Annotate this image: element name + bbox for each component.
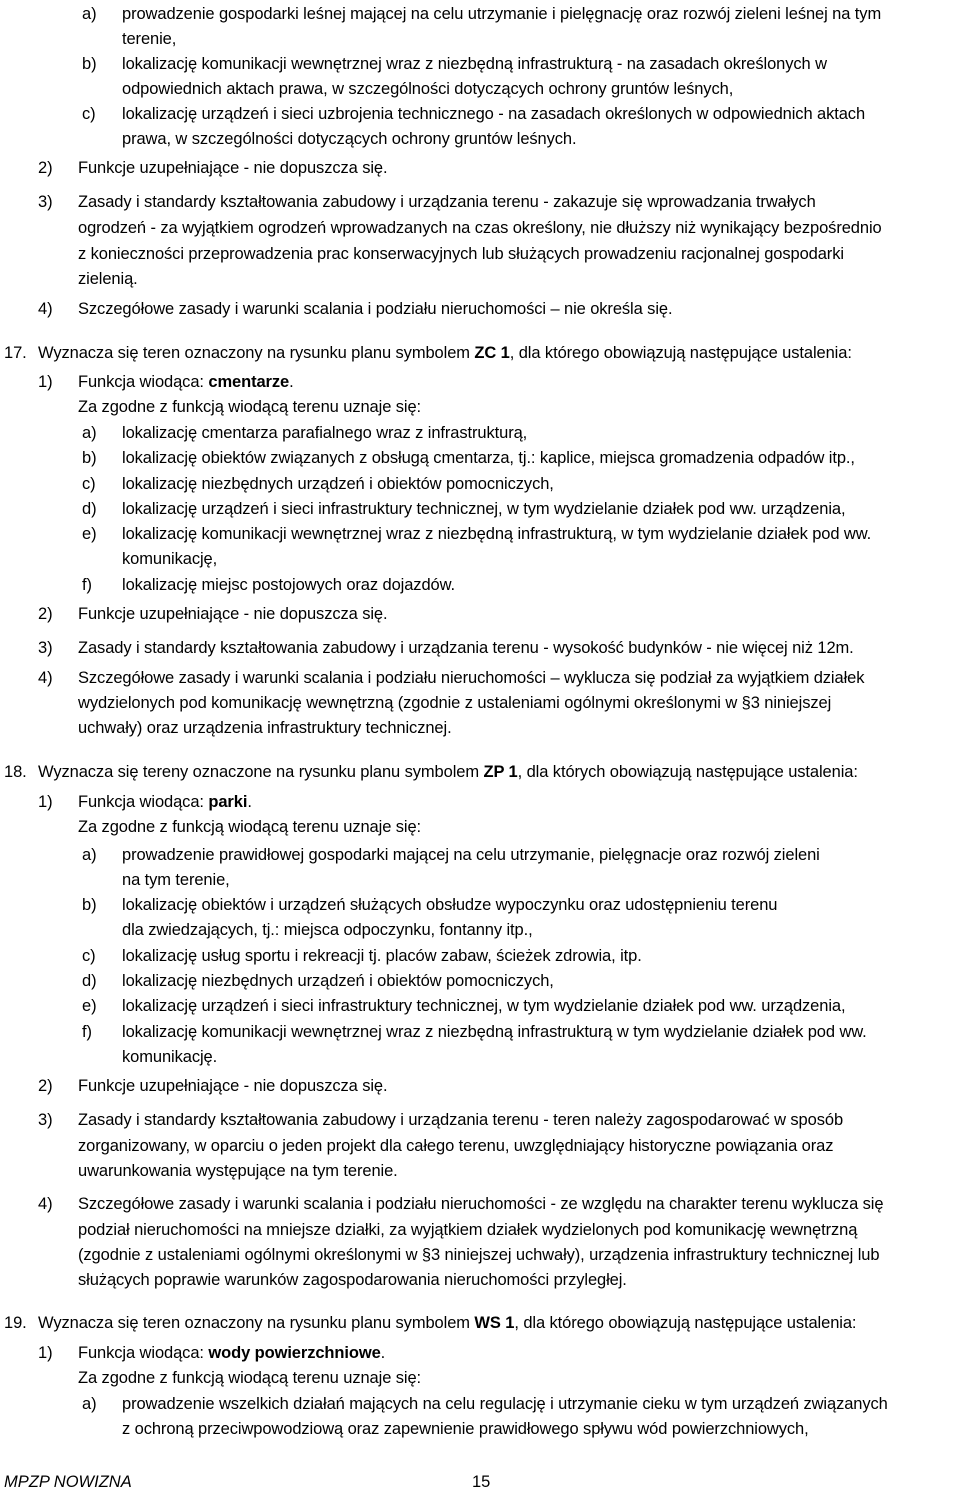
line-text: Funkcje uzupełniające - nie dopuszcza się. [78,1077,388,1095]
text-line [78,1194,883,1214]
line-text: lokalizację komunikacji wewnętrznej wraz z niezbędną infrastrukturą, w tym wydzielanie działek pod ww. [122,525,872,543]
text-line [122,4,881,24]
text-line [78,604,387,624]
text-line [78,693,831,713]
list-marker: 4) [38,1195,53,1213]
list-marker: b) [82,449,97,467]
line-text: lokalizację komunikacji wewnętrznej wraz z niezbędną infrastrukturą w tym wydzielanie działek pod ww. [122,1023,867,1041]
line-text: prowadzenie wszelkich działań mających na celu regulację i utrzymanie cieku w tym urządzeń związanych [122,1395,888,1413]
line-text: z ochroną przeciwpowodziową oraz zapewnienie prawidłowego spływu wód powierzchniowych, [122,1420,809,1438]
line-text: Zasady i standardy kształtowania zabudowy i urządzania terenu - teren należy zagospodarować w sposób [78,1111,844,1129]
text-line [78,1245,879,1265]
line-text: prowadzenie gospodarki leśnej mającej na celu utrzymanie i pielęgnację oraz rozwój zieleni leśnej na tym [122,5,882,23]
line-text: na tym terenie, [122,871,230,889]
list-marker: a) [82,846,97,864]
line-text: Szczegółowe zasady i warunki scalania i podziału nieruchomości - ze względu na charakter terenu wyklucza się [78,1195,884,1213]
line-text: odpowiednich aktach prawa, w szczególności dotyczących ochrony gruntów leśnych, [122,80,734,98]
line-text: zorganizowany, w oparciu o jeden projekt dla całego terenu, uwzględniający historyczne powiązania oraz [78,1137,834,1155]
footer-title: MPZP NOWIZNA [4,1473,132,1491]
line-text: lokalizację cmentarza parafialnego wraz z infrastrukturą, [122,424,528,442]
text-line [78,1368,421,1388]
text-line [122,575,455,595]
text-line [38,762,858,782]
list-marker: c) [82,947,96,965]
list-marker: e) [82,525,97,543]
text-line [78,397,421,417]
text-line [78,299,672,319]
line-text: Szczegółowe zasady i warunki scalania i podziału nieruchomości – wyklucza się podział za wyjątkiem działek [78,669,865,687]
bold-term: ZC 1 [474,344,510,362]
line-text: wydzielonych pod komunikację wewnętrzną (zgodnie z ustaleniami ogólnymi określonymi w §3 niniejszej [78,694,832,712]
text-line [122,1047,217,1067]
text-line [122,1022,867,1042]
line-text: Funkcje uzupełniające - nie dopuszcza się. [78,605,388,623]
list-marker: 1) [38,373,53,391]
text-line [78,1110,843,1130]
list-marker: b) [82,55,97,73]
line-text: Szczegółowe zasady i warunki scalania i podziału nieruchomości – nie określa się. [78,300,673,318]
line-text: Zasady i standardy kształtowania zabudowy i urządzania terenu - zakazuje się wprowadzania trwałych [78,193,816,211]
text-line [78,817,421,837]
text-line [78,192,816,212]
line-text: Zasady i standardy kształtowania zabudowy i urządzania terenu - wysokość budynków - nie więcej niż 12m. [78,639,854,657]
text-line [38,343,852,363]
text-line [78,718,452,738]
line-text: Wyznacza się teren oznaczony na rysunku planu symbolem [38,1314,475,1332]
list-marker: 3) [38,639,53,657]
line-text: zielenią. [78,270,138,288]
text-line [122,920,533,940]
list-marker: 2) [38,605,53,623]
list-marker: 1) [38,1344,53,1362]
list-marker: d) [82,972,97,990]
line-text: lokalizację obiektów i urządzeń służących obsłudze wypoczynku oraz udostępnieniu terenu [122,896,778,914]
bold-term: ZP 1 [483,763,518,781]
text-line [122,946,642,966]
line-text: lokalizację niezbędnych urządzeń i obiektów pomocniczych, [122,475,554,493]
bold-term: WS 1 [474,1314,515,1332]
list-marker: a) [82,424,97,442]
text-line [122,845,820,865]
line-text: Funkcja wiodąca: [78,373,209,391]
line-text: lokalizację urządzeń i sieci uzbrojenia technicznego - na zasadach określonych w odpowiednich aktach [122,105,866,123]
bold-term: wody powierzchniowe [208,1344,381,1362]
line-text: Funkcja wiodąca: [78,793,209,811]
text-line [122,996,845,1016]
line-text: terenie, [122,30,177,48]
text-line [122,549,217,569]
list-marker: 17. [4,344,27,362]
text-line [122,1394,888,1414]
text-line [122,524,871,544]
text-line [78,269,138,289]
line-text: lokalizację miejsc postojowych oraz dojazdów. [122,576,455,594]
text-line [122,448,855,468]
line-text: prowadzenie prawidłowej gospodarki mającej na celu utrzymanie, pielęgnacje oraz rozwój zieleni [122,846,820,864]
list-marker: 19. [4,1314,27,1332]
line-text: Za zgodne z funkcją wiodącą terenu uznaje się: [78,818,422,836]
list-marker: 1) [38,793,53,811]
line-text-after: . [247,793,252,811]
text-line [78,792,252,812]
list-marker: 3) [38,1111,53,1129]
line-text: Funkcja wiodąca: [78,1344,209,1362]
text-line [122,129,576,149]
line-text: prawa, w szczególności dotyczących ochrony gruntów leśnych. [122,130,577,148]
list-marker: 4) [38,669,53,687]
line-text: ogrodzeń - za wyjątkiem ogrodzeń wprowadzanych na czas określony, nie dłuższy niż wynikający bezpośrednio [78,219,882,237]
line-text: Wyznacza się teren oznaczony na rysunku planu symbolem [38,344,475,362]
bold-term: parki [208,793,248,811]
list-marker: a) [82,5,97,23]
text-line [122,499,845,519]
list-marker: 4) [38,300,53,318]
list-marker: 2) [38,1077,53,1095]
line-text: Za zgodne z funkcją wiodącą terenu uznaje się: [78,398,422,416]
text-line [78,218,882,238]
text-line [122,870,230,890]
list-marker: f) [82,1023,92,1041]
text-line [78,1136,833,1156]
line-text: (zgodnie z ustaleniami ogólnymi określonymi w §3 niniejszej uchwały), urządzenia infrastruktury technicznej lub [78,1246,880,1264]
list-marker: c) [82,105,96,123]
text-line [122,29,176,49]
line-text: lokalizację komunikacji wewnętrznej wraz z niezbędną infrastrukturą - na zasadach określonych w [122,55,827,73]
text-line [78,158,387,178]
line-text: lokalizację urządzeń i sieci infrastruktury technicznej, w tym wydzielanie działek pod ww. urządzenia, [122,997,846,1015]
line-text: komunikację. [122,1048,218,1066]
line-text-after: . [289,373,294,391]
bold-term: cmentarze [208,373,290,391]
line-text: lokalizację obiektów związanych z obsługą cmentarza, tj.: kaplice, miejsca gromadzenia odpadów itp., [122,449,855,467]
text-line [122,79,733,99]
line-text: uchwały) oraz urządzenia infrastruktury technicznej. [78,719,452,737]
line-text-after: , dla których obowiązują następujące ustalenia: [517,763,858,781]
list-marker: 18. [4,763,27,781]
line-text-after: , dla którego obowiązują następujące ustalenia: [514,1314,857,1332]
text-line [78,1076,387,1096]
list-marker: d) [82,500,97,518]
line-text: Za zgodne z funkcją wiodącą terenu uznaje się: [78,1369,422,1387]
text-line [78,372,294,392]
line-text: lokalizację niezbędnych urządzeń i obiektów pomocniczych, [122,972,554,990]
text-line [38,1313,856,1333]
list-marker: b) [82,896,97,914]
line-text: lokalizację usług sportu i rekreacji tj. placów zabaw, ścieżek zdrowia, itp. [122,947,642,965]
line-text: dla zwiedzających, tj.: miejsca odpoczynku, fontanny itp., [122,921,533,939]
list-marker: a) [82,1395,97,1413]
line-text: podział nieruchomości na mniejsze działki, za wyjątkiem działek wydzielonych pod komunikację wewnętrzną [78,1221,858,1239]
text-line [78,1161,398,1181]
line-text: Wyznacza się tereny oznaczone na rysunku planu symbolem [38,763,484,781]
text-line [122,54,827,74]
line-text: służących poprawie warunków zagospodarowania nieruchomości przyległej. [78,1271,627,1289]
line-text-after: , dla którego obowiązują następujące ustalenia: [509,344,852,362]
text-line [78,668,864,688]
text-line [122,423,527,443]
page-number: 15 [472,1473,491,1491]
text-line [78,1343,385,1363]
text-line [122,1419,809,1439]
line-text: lokalizację urządzeń i sieci infrastruktury technicznej, w tym wydzielanie działek pod ww. urządzenia, [122,500,846,518]
text-line [78,244,844,264]
text-line [122,104,865,124]
list-marker: c) [82,475,96,493]
line-text: z konieczności przeprowadzenia prac konserwacyjnych lub służących prowadzeniu racjonalnej gospodarki [78,245,844,263]
text-line [122,895,777,915]
line-text-after: . [380,1344,386,1362]
text-line [78,1270,627,1290]
list-marker: e) [82,997,97,1015]
text-line [122,474,554,494]
line-text: komunikację, [122,550,218,568]
list-marker: 3) [38,193,53,211]
text-line [78,1220,857,1240]
line-text: Funkcje uzupełniające - nie dopuszcza się. [78,159,388,177]
list-marker: f) [82,576,92,594]
list-marker: 2) [38,159,53,177]
text-line [122,971,554,991]
line-text: uwarunkowania występujące na tym terenie. [78,1162,398,1180]
text-line [78,638,854,658]
